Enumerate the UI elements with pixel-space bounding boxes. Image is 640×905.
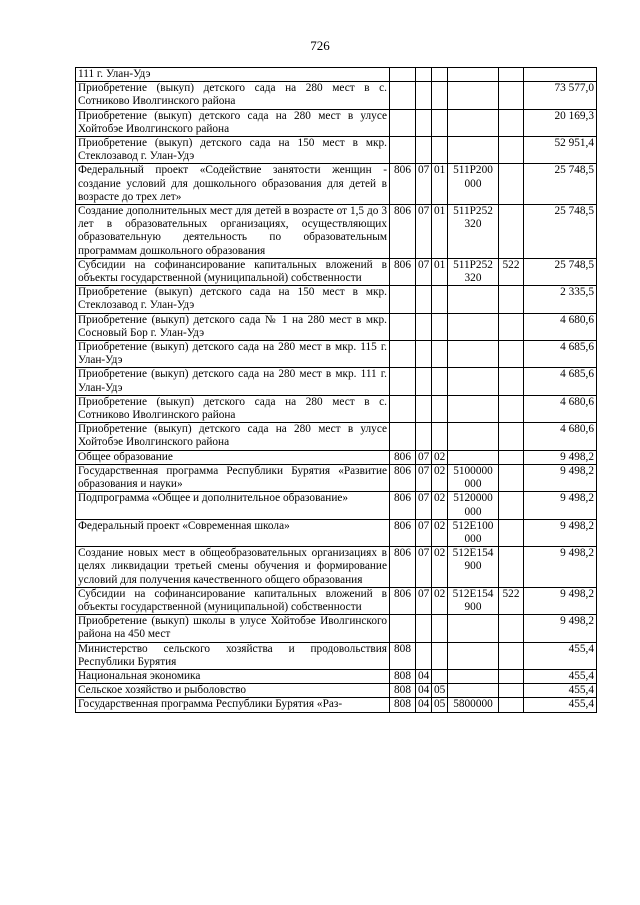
amount-cell: 9 498,2: [524, 492, 597, 519]
section-code-cell: 07: [416, 492, 432, 519]
subsection-code-cell: [432, 68, 448, 82]
expense-type-code-cell: [499, 464, 524, 491]
subsection-code-cell: 02: [432, 547, 448, 588]
table-row: [76, 669, 597, 683]
ministry-code-cell: 806: [390, 258, 416, 285]
item-name-cell: Приобретение (выкуп) детского сада на 150 мест в мкр. Стеклозавод г. Улан-Удэ: [76, 286, 390, 313]
subsection-code-cell: 02: [432, 450, 448, 464]
ministry-code-cell: 806: [390, 587, 416, 614]
expense-type-code-cell: [499, 698, 524, 712]
section-code-cell: [416, 82, 432, 109]
expense-type-code-cell: 522: [499, 258, 524, 285]
table-row: [76, 109, 597, 136]
table-row: [76, 258, 597, 285]
subsection-code-cell: 01: [432, 164, 448, 205]
section-code-cell: 07: [416, 164, 432, 205]
target-article-code-cell: 511P252 320: [448, 205, 499, 259]
table-row: [76, 286, 597, 313]
amount-cell: 2 335,5: [524, 286, 597, 313]
subsection-code-cell: [432, 109, 448, 136]
expense-type-code-cell: [499, 492, 524, 519]
target-article-code-cell: [448, 341, 499, 368]
subsection-code-cell: [432, 642, 448, 669]
expense-type-code-cell: [499, 341, 524, 368]
table-row: [76, 547, 597, 588]
section-code-cell: [416, 137, 432, 164]
section-code-cell: [416, 341, 432, 368]
subsection-code-cell: 01: [432, 205, 448, 259]
amount-cell: 25 748,5: [524, 205, 597, 259]
expense-type-code-cell: [499, 109, 524, 136]
section-code-cell: 07: [416, 450, 432, 464]
expense-type-code-cell: [499, 395, 524, 422]
amount-cell: 9 498,2: [524, 464, 597, 491]
item-name-cell: Общее образование: [76, 450, 390, 464]
table-row: [76, 313, 597, 340]
section-code-cell: 07: [416, 464, 432, 491]
expense-type-code-cell: [499, 642, 524, 669]
table-row: [76, 519, 597, 546]
item-name-cell: Национальная экономика: [76, 669, 390, 683]
item-name-cell: Приобретение (выкуп) детского сада на 280 мест в мкр. 111 г. Улан-Удэ: [76, 368, 390, 395]
target-article-code-cell: 5120000 000: [448, 492, 499, 519]
section-code-cell: 04: [416, 669, 432, 683]
table-row: [76, 164, 597, 205]
amount-cell: 52 951,4: [524, 137, 597, 164]
item-name-cell: Приобретение (выкуп) школы в улусе Хойтобэе Иволгинского района на 450 мест: [76, 615, 390, 642]
section-code-cell: [416, 109, 432, 136]
subsection-code-cell: [432, 615, 448, 642]
amount-cell: 9 498,2: [524, 519, 597, 546]
expense-type-code-cell: [499, 68, 524, 82]
section-code-cell: [416, 395, 432, 422]
expense-type-code-cell: [499, 205, 524, 259]
target-article-code-cell: 5100000 000: [448, 464, 499, 491]
section-code-cell: 07: [416, 258, 432, 285]
expense-type-code-cell: [499, 82, 524, 109]
expense-type-code-cell: [499, 684, 524, 698]
target-article-code-cell: [448, 109, 499, 136]
section-code-cell: [416, 368, 432, 395]
target-article-code-cell: [448, 423, 499, 450]
amount-cell: 4 680,6: [524, 423, 597, 450]
subsection-code-cell: [432, 82, 448, 109]
amount-cell: 4 685,6: [524, 341, 597, 368]
table-row: [76, 587, 597, 614]
section-code-cell: 04: [416, 698, 432, 712]
expense-type-code-cell: [499, 164, 524, 205]
amount-cell: 9 498,2: [524, 450, 597, 464]
ministry-code-cell: 806: [390, 450, 416, 464]
ministry-code-cell: 806: [390, 164, 416, 205]
item-name-cell: Приобретение (выкуп) детского сада № 1 на 280 мест в мкр. Сосновый Бор г. Улан-Удэ: [76, 313, 390, 340]
ministry-code-cell: [390, 341, 416, 368]
item-name-cell: Приобретение (выкуп) детского сада на 280 мест в с. Сотниково Иволгинского района: [76, 395, 390, 422]
item-name-cell: Субсидии на софинансирование капитальных вложений в объекты государственной (муниципальной) собственности: [76, 587, 390, 614]
target-article-code-cell: [448, 450, 499, 464]
target-article-code-cell: [448, 684, 499, 698]
target-article-code-cell: 511P252 320: [448, 258, 499, 285]
table-row: [76, 341, 597, 368]
item-name-cell: Сельское хозяйство и рыболовство: [76, 684, 390, 698]
target-article-code-cell: [448, 286, 499, 313]
table-row: [76, 464, 597, 491]
item-name-cell: Приобретение (выкуп) детского сада на 280 мест в улусе Хойтобэе Иволгинского района: [76, 109, 390, 136]
amount-cell: 455,4: [524, 684, 597, 698]
target-article-code-cell: [448, 669, 499, 683]
amount-cell: 455,4: [524, 669, 597, 683]
section-code-cell: 07: [416, 587, 432, 614]
target-article-code-cell: 512Е100 000: [448, 519, 499, 546]
page-number: 726: [310, 38, 330, 53]
expense-type-code-cell: [499, 450, 524, 464]
table-row: [76, 423, 597, 450]
subsection-code-cell: 02: [432, 464, 448, 491]
table-row: [76, 684, 597, 698]
item-name-cell: Создание новых мест в общеобразовательных организациях в целях ликвидации третьей смены обучения и формирование условий для получения качественного общего образования: [76, 547, 390, 588]
table-row: [76, 698, 597, 712]
target-article-code-cell: [448, 68, 499, 82]
ministry-code-cell: 808: [390, 669, 416, 683]
section-code-cell: [416, 615, 432, 642]
expense-type-code-cell: 522: [499, 587, 524, 614]
target-article-code-cell: [448, 395, 499, 422]
section-code-cell: [416, 68, 432, 82]
expense-type-code-cell: [499, 423, 524, 450]
table-row: [76, 615, 597, 642]
expense-type-code-cell: [499, 615, 524, 642]
target-article-code-cell: [448, 137, 499, 164]
target-article-code-cell: [448, 313, 499, 340]
expense-type-code-cell: [499, 137, 524, 164]
subsection-code-cell: [432, 341, 448, 368]
table-row: [76, 368, 597, 395]
ministry-code-cell: 806: [390, 492, 416, 519]
ministry-code-cell: [390, 109, 416, 136]
expense-type-code-cell: [499, 286, 524, 313]
target-article-code-cell: [448, 642, 499, 669]
amount-cell: 73 577,0: [524, 82, 597, 109]
ministry-code-cell: 806: [390, 464, 416, 491]
item-name-cell: Государственная программа Республики Бурятия «Развитие образования и науки»: [76, 464, 390, 491]
amount-cell: 25 748,5: [524, 258, 597, 285]
table-row: [76, 642, 597, 669]
expense-type-code-cell: [499, 313, 524, 340]
target-article-code-cell: [448, 615, 499, 642]
subsection-code-cell: [432, 423, 448, 450]
target-article-code-cell: [448, 82, 499, 109]
item-name-cell: 111 г. Улан-Удэ: [76, 68, 390, 82]
amount-cell: 4 680,6: [524, 395, 597, 422]
amount-cell: [524, 68, 597, 82]
table-row: [76, 82, 597, 109]
subsection-code-cell: [432, 137, 448, 164]
amount-cell: 4 680,6: [524, 313, 597, 340]
section-code-cell: 07: [416, 519, 432, 546]
ministry-code-cell: [390, 395, 416, 422]
amount-cell: 9 498,2: [524, 587, 597, 614]
table-row: [76, 205, 597, 259]
ministry-code-cell: [390, 286, 416, 313]
amount-cell: 25 748,5: [524, 164, 597, 205]
table-row: [76, 450, 597, 464]
ministry-code-cell: 808: [390, 642, 416, 669]
expense-type-code-cell: [499, 519, 524, 546]
table-row: [76, 395, 597, 422]
subsection-code-cell: [432, 313, 448, 340]
subsection-code-cell: 02: [432, 492, 448, 519]
amount-cell: 20 169,3: [524, 109, 597, 136]
target-article-code-cell: 5800000: [448, 698, 499, 712]
target-article-code-cell: 512Е154 900: [448, 587, 499, 614]
target-article-code-cell: [448, 368, 499, 395]
item-name-cell: Создание дополнительных мест для детей в возрасте от 1,5 до 3 лет в образовательных организациях, осуществляющих образовательную деятельность по образовательным программам дошкольного образования: [76, 205, 390, 259]
budget-table: [75, 67, 597, 713]
section-code-cell: [416, 423, 432, 450]
table-row: [76, 492, 597, 519]
expense-type-code-cell: [499, 368, 524, 395]
item-name-cell: Федеральный проект «Современная школа»: [76, 519, 390, 546]
item-name-cell: Приобретение (выкуп) детского сада на 280 мест в мкр. 115 г. Улан-Удэ: [76, 341, 390, 368]
item-name-cell: Приобретение (выкуп) детского сада на 280 мест в улусе Хойтобэе Иволгинского района: [76, 423, 390, 450]
item-name-cell: Субсидии на софинансирование капитальных вложений в объекты государственной (муниципальной) собственности: [76, 258, 390, 285]
ministry-code-cell: [390, 368, 416, 395]
subsection-code-cell: 01: [432, 258, 448, 285]
expense-type-code-cell: [499, 669, 524, 683]
ministry-code-cell: [390, 68, 416, 82]
subsection-code-cell: 02: [432, 519, 448, 546]
section-code-cell: 07: [416, 547, 432, 588]
amount-cell: 9 498,2: [524, 615, 597, 642]
ministry-code-cell: [390, 137, 416, 164]
section-code-cell: [416, 642, 432, 669]
ministry-code-cell: 806: [390, 519, 416, 546]
subsection-code-cell: [432, 395, 448, 422]
ministry-code-cell: [390, 423, 416, 450]
amount-cell: 9 498,2: [524, 547, 597, 588]
subsection-code-cell: [432, 368, 448, 395]
table-row: [76, 68, 597, 82]
ministry-code-cell: 808: [390, 698, 416, 712]
subsection-code-cell: 02: [432, 587, 448, 614]
ministry-code-cell: 806: [390, 205, 416, 259]
table-row: [76, 137, 597, 164]
target-article-code-cell: 512Е154 900: [448, 547, 499, 588]
amount-cell: 4 685,6: [524, 368, 597, 395]
item-name-cell: Приобретение (выкуп) детского сада на 280 мест в с. Сотниково Иволгинского района: [76, 82, 390, 109]
expense-type-code-cell: [499, 547, 524, 588]
amount-cell: 455,4: [524, 642, 597, 669]
ministry-code-cell: 808: [390, 684, 416, 698]
item-name-cell: Государственная программа Республики Бурятия «Раз-: [76, 698, 390, 712]
item-name-cell: Федеральный проект «Содействие занятости женщин - создание условий для дошкольного образования для детей в возрасте до трех лет»: [76, 164, 390, 205]
ministry-code-cell: [390, 313, 416, 340]
ministry-code-cell: [390, 82, 416, 109]
subsection-code-cell: 05: [432, 698, 448, 712]
subsection-code-cell: [432, 286, 448, 313]
subsection-code-cell: 05: [432, 684, 448, 698]
subsection-code-cell: [432, 669, 448, 683]
amount-cell: 455,4: [524, 698, 597, 712]
ministry-code-cell: [390, 615, 416, 642]
item-name-cell: Министерство сельского хозяйства и продовольствия Республики Бурятия: [76, 642, 390, 669]
section-code-cell: [416, 313, 432, 340]
section-code-cell: [416, 286, 432, 313]
ministry-code-cell: 806: [390, 547, 416, 588]
item-name-cell: Подпрограмма «Общее и дополнительное образование»: [76, 492, 390, 519]
item-name-cell: Приобретение (выкуп) детского сада на 150 мест в мкр. Стеклозавод г. Улан-Удэ: [76, 137, 390, 164]
section-code-cell: 07: [416, 205, 432, 259]
section-code-cell: 04: [416, 684, 432, 698]
target-article-code-cell: 511P200 000: [448, 164, 499, 205]
